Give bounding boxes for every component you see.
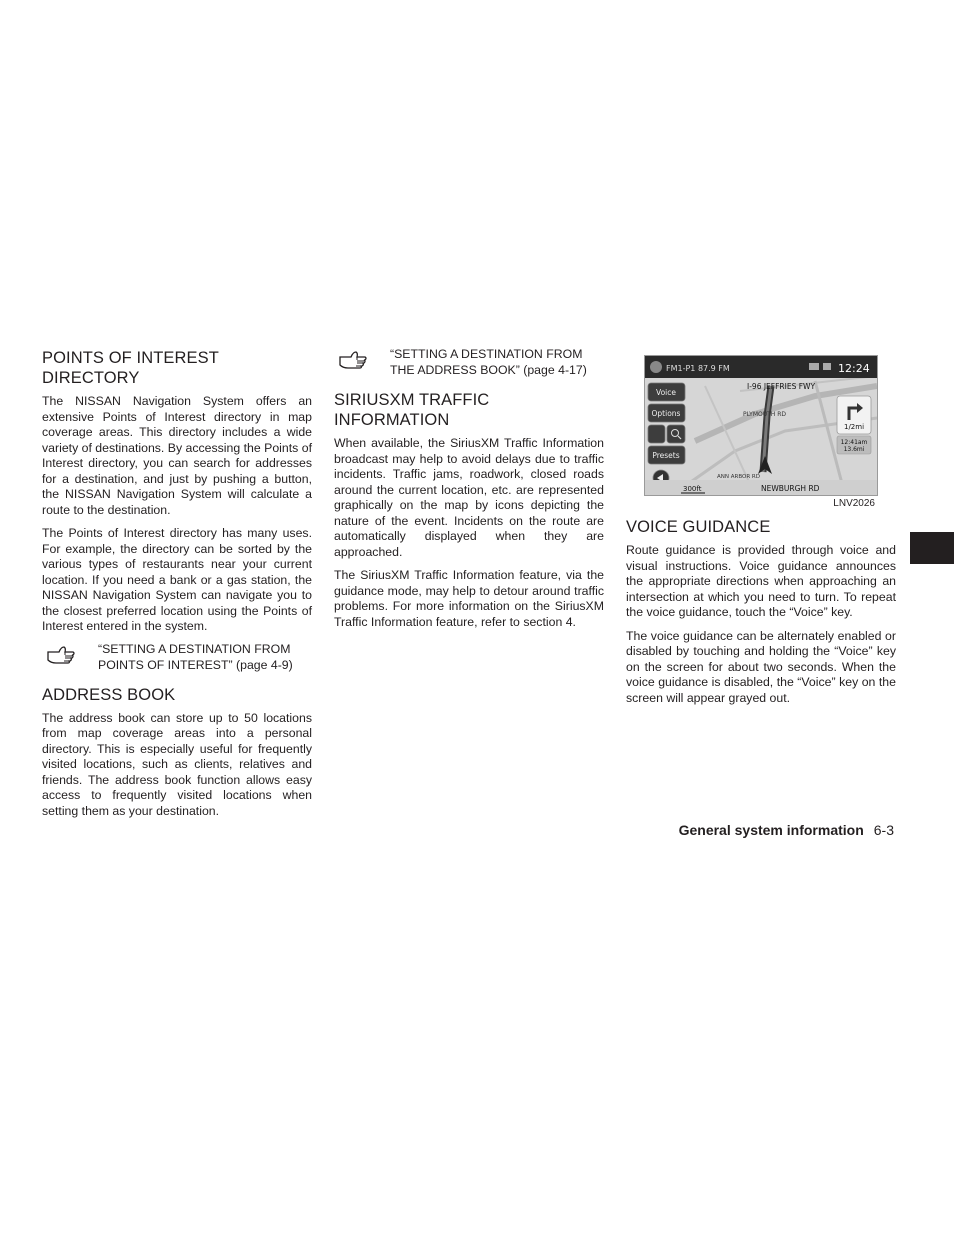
- voice-guidance-heading: VOICE GUIDANCE: [626, 518, 771, 536]
- clock: 12:24: [838, 362, 870, 375]
- poi-heading: POINTS OF INTEREST DIRECTORY: [42, 349, 219, 387]
- road-label-bottom: NEWBURGH RD: [761, 484, 820, 493]
- navigation-screen: [644, 355, 878, 496]
- road-label-mid: PLYMOUTH RD: [743, 411, 786, 418]
- speaker-icon: [650, 361, 662, 373]
- voice-button-label: Voice: [656, 388, 676, 397]
- pointing-hand-icon: [334, 348, 390, 370]
- left-column: [42, 348, 312, 827]
- footer-section-title: General system information: [678, 822, 864, 838]
- figure-caption: LNV2026: [833, 498, 875, 509]
- turn-distance: 1/2mi: [843, 423, 865, 431]
- radio-station: FM1-P1 87.9 FM: [666, 364, 730, 373]
- voice-guidance-paragraph-2: The voice guidance can be alternately enabled or disabled by touching and holding the “Voice” key on the screen for about two seconds. When the voice guidance is disabled, the “Voice” key on the screen will appear grayed out.: [626, 628, 896, 705]
- middle-column: [334, 348, 604, 638]
- poi-paragraph-2: The Points of Interest directory has many uses. For example, the directory can be sorted by the various types of restaurants near your current location. If you need a bank or a gas station, the NISSAN Navigation System can navigate you to the closest preferred location using the Points of Interest entered in the system.: [42, 526, 312, 633]
- siriusxm-paragraph-1: When available, the SiriusXM Traffic Information broadcast may help to avoid delays due to traffic incidents. Traffic jams, roadwork, closed roads around the current location, etc. are represented graphically on the map by icons depicting the nature of the event. Incidents on the route are automatically displayed when they are approached.: [334, 436, 604, 559]
- poi-paragraph-1: The NISSAN Navigation System offers an extensive Points of Interest directory in map coverage areas. This directory includes a wide variety of destinations. By accessing the Points of Interest directory, you can search for addresses for a destination, and just by pushing a button, the NISSAN Navigation System will calculate a route to the destination.: [42, 394, 312, 517]
- poi-reference-text: “SETTING A DESTINATION FROM POINTS OF INTEREST” (page 4-9): [98, 641, 293, 672]
- pointing-hand-icon: [42, 643, 98, 665]
- address-book-reference[interactable]: [334, 348, 604, 378]
- map-scale: 300ft: [683, 485, 702, 493]
- right-column: [626, 351, 896, 714]
- eta-time: 12:41am: [840, 439, 868, 446]
- address-book-heading: ADDRESS BOOK: [42, 685, 176, 704]
- siriusxm-heading: SIRIUSXM TRAFFIC INFORMATION: [334, 391, 490, 429]
- poi-reference[interactable]: [42, 643, 312, 673]
- page-footer: [679, 822, 894, 838]
- page-number: 6-3: [873, 822, 894, 838]
- options-button-label: Options: [651, 409, 681, 418]
- address-book-reference-text: “SETTING A DESTINATION FROM THE ADDRESS BOOK” (page 4-17): [390, 347, 587, 377]
- voice-guidance-paragraph-1: Route guidance is provided through voice and visual instructions. Voice guidance announces the appropriate directions when approaching an intersection at which you need to turn. To repeat the voice guidance, touch the “Voice” key.: [626, 543, 896, 619]
- options-button[interactable]: [648, 404, 685, 422]
- road-label-low: ANN ARBOR RD: [717, 474, 760, 480]
- siriusxm-paragraph-2: The SiriusXM Traffic Information feature, via the guidance mode, may help to detour around traffic problems. For more information on the SiriusXM Traffic Information feature, refer to section 4.: [334, 568, 604, 629]
- road-label-top: I-96 JEFFRIES FWY: [747, 382, 816, 391]
- presets-button-label: Presets: [652, 451, 680, 460]
- presets-button[interactable]: [648, 446, 685, 464]
- eta-distance: 13.6mi: [843, 446, 865, 453]
- voice-button[interactable]: [648, 383, 685, 401]
- address-book-paragraph: The address book can store up to 50 locations from map coverage areas into a personal directory. This is especially useful for frequently visited locations, such as clients, relatives and friends. The address book function allows easy access to frequently visited locations when setting them as your destination.: [42, 710, 312, 818]
- section-tab: [910, 532, 954, 564]
- navigation-screen-figure: [644, 355, 878, 509]
